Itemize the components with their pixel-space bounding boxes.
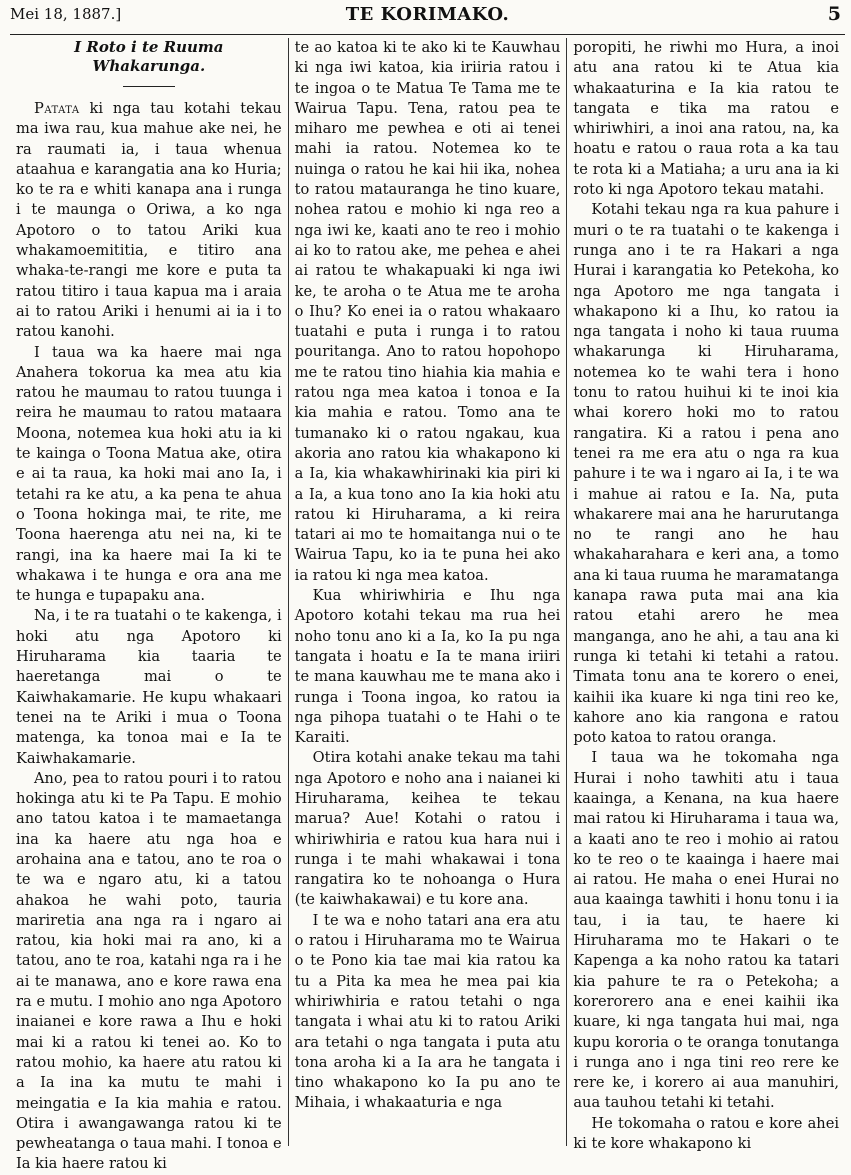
paragraph: I taua wa ka haere mai nga Anahera tokorua ka mea atu kia ratou he maumau to ratou tuunga i reira he maumau to ratou mataara Moona, notemea kua hoki atu ia ki te kainga o Toona Matua ake, otira e ai ta raua, ka hoki mai ano Ia, i tetahi ra ke atu, a ka pena te ahua o Toona hokinga mai, te rite, me Toona haerenga atu nei na, ki te rangi, ina ka haere mai Ia ki te whakawa i te hunga e ora ana me te hunga e tupapaku ana. xyxy=(16,343,282,605)
paragraph: I taua wa he tokomaha nga Hurai i noho tawhiti atu i taua kaainga, a Kenana, na kua haere mai ratou ki Hiruharama i taua wa, a kaati ano te reo i mohio ai ratou ko te reo o te kaainga i haere mai ai ratou. He maha o enei Hurai no aua kaainga tawhiti i honu tonu i ia tau, i ia tau, te haere ki Hiruharama mo te Hakari o te Kapenga a ka noho ratou ka tatari kia pahure te ra o Petekoha; a korerorero ana e enei kaihii ika kuare, ki nga tangata hui mai, nga kupu kororia o te oranga tonutanga i runga ano i nga tini reo rere ke rere ke, i korero ai aua manuhiri, aua tauhou tetahi ki tetahi. xyxy=(573,749,840,1112)
page-header xyxy=(10,0,845,35)
newspaper-title: TE KORIMAKO. xyxy=(345,4,510,25)
paragraph: Otira kotahi anake tekau ma tahi nga Apotoro e noho ana i naianei ki Hiruharama, keihea te tekau marua? Aue! Kotahi o ratou i whiriwhiria e ratou kua hara nui i runga i te mahi whakawai i tona rangatira ko te nohoanga o Hura (te kaiwhakawai) e tu kore ana. xyxy=(294,749,561,909)
column-2 xyxy=(288,38,567,1146)
issue-date: Mei 18, 1887.] xyxy=(10,5,122,23)
title-rule xyxy=(123,86,175,87)
paragraph: He tokomaha o ratou e kore ahei ki te kore whakapono ki xyxy=(573,1114,840,1153)
paragraph: Kotahi tekau nga ra kua pahure i muri o te ra tuatahi o te kakenga i runga ano i te ra Hakari a nga Hurai i karangatia ko Petekoha, ko nga Apotoro me nga tangata i whakapono ki a Ihu, ko ratou ia nga tangata i noho ki taua ruuma whakarunga ki Hiruharama, notemea ko te wahi tera i hono tonu to ratou huihui ki te inoi kia whai korero hoki mo to ratou rangatira. Ki a ratou i pena ano tenei ra me era atu o nga ra kua pahure i te wa i ngaro ai Ia, i te wa i mahue ai ratou e Ia. Na, puta whakarere mai ana he harurutanga no te rangi ano he hau whakaharahara e keri ana, a tomo ana ki taua ruuma he maramatanga kanapa rawa puta mai ana kia ratou etahi arero he mea manganga, ano he ahi, a tau ana ki runga ki tetahi ki tetahi a ratou. Timata tonu ana te korero o enei, kaihii ika kuare ki nga tini reo ke, kahore ano kia rangona e ratou poto katoa to ratou oranga. xyxy=(573,201,840,747)
paragraph: te ao katoa ki te ako ki te Kauwhau ki nga iwi katoa, kia iriiria ratou i te ingoa o te Matua Te Tama me te Wairua Tapu. Tena, ratou pea te miharo me pewhea e oti ai tenei mahi ia ratou. Notemea ko te nuinga o ratou he kai hii ika, nohea to ratou matauranga he tino kuare, nohea ratou e mohio ki nga reo a nga iwi ke, kaati ano te reo i mohio ai ko to ratou ake, me pehea e ahei ai ratou te whakapuaki ki nga iwi ke, te aroha o te Atua me te aroha o Ihu? Ko enei ia o ratou whakaaro tuatahi e puta i runga i to ratou pouritanga. Ano to ratou hopohopo me te ratou tino hiahia kia mahia e ratou nga mea katoa i tonoa e Ia kia mahia e ratou. Tomo ana te tumanako ki o ratou ngakau, kua akoria ano ratou kia whakapono ki a Ia, kia whakawhirinaki kia piri ki a Ia, a kua tono ano Ia kia hoki atu ratou ki Hiruharama, a ki reira tatari ai mo te homaitanga nui o te Wairua Tapu, ko ia te puna hei ako ia ratou ki nga mea katoa. xyxy=(294,39,561,584)
paragraph: I te wa e noho tatari ana era atu o ratou i Hiruharama mo te Wairua o te Pono kia tae mai kia ratou ka tu a Pita ka mea he mea pai kia whiriwhiria e ratou tetahi o nga tangata i whai atu ki to ratou Ariki ara tetahi o nga tangata i puta atu tona aroha ki a Ia ara he tangata i tino whakapono ko Ia pu ano te Mihaia, i whakaaturia e nga xyxy=(294,911,561,1112)
column-3 xyxy=(566,38,845,1153)
page-number: 5 xyxy=(827,3,841,25)
article-title: I Roto i te Ruuma Whakarunga. xyxy=(74,38,224,75)
paragraph: poropiti, he riwhi mo Hura, a inoi atu ana ratou ki te Atua kia whakaaturina e Ia kia ratou te tangata e tika ma ratou e whiriwhiri, a inoi ana ratou, na, ka hoatu e ratou o raua rota a ka tau te rota ki a Matiaha; a uru ana ia ki roto ki nga Apotoro tekau matahi. xyxy=(573,39,840,199)
column-1 xyxy=(10,38,288,1173)
paragraph-text: ki nga tau kotahi tekau ma iwa rau, kua mahue ake nei, he ra raumati ia, i taua whenua ataahua e karangatia ana ko Huria; ko te ra e whiti kanapa ana i runga i te maunga o Oriwa, a ko nga Apotoro o to tatou Ariki kua whakamoemititia, e titiro ana whaka-te-rangi me kore e puta ta ratou titiro i taua kapua ma i araia ai to ratou Ariki i henumi ai ia i to ratou kanohi. xyxy=(16,100,282,341)
paragraph: Kua whiriwhiria e Ihu nga Apotoro kotahi tekau ma rua hei noho tonu ano ki a Ia, ko Ia pu nga tangata i hoatu e Ia te mana iriiri te mana kauwhau me te mana ako i runga i Toona ingoa, ko ratou ia nga pihopa tuatahi o te Hahi o te Karaiti. xyxy=(294,587,561,747)
paragraph xyxy=(16,99,282,343)
paragraph: Ano, pea to ratou pouri i to ratou hokinga atu ki te Pa Tapu. E mohio ano tatou katoa i te mamaetanga ina ka haere atu nga hoa e arohaina ana e tatou, ano te roa o te wa e ngaro atu, ki a tatou ahakoa he wahi poto, tauria mariretia ana nga ra i ngaro ai ratou, kia hoki mai ra ano, ki a tatou, ano te roa, katahi nga ra i he ai te manawa, ano e kore rawa ena ra e mutu. I mohio ano nga Apotoro inaianei e kore rawa a Ihu e hoki mai ki a ratou ki tenei ao. Ko to ratou mohio, ka haere atu ratou ki a Ia ina ka mutu te mahi i meingatia e Ia kia mahia e ratou. Otira i awangawanga ratou ki te pewheatanga o taua mahi. I tonoa e Ia kia haere ratou ki xyxy=(16,769,282,1173)
drop-word: Patata xyxy=(34,100,80,117)
article-columns xyxy=(10,38,845,1173)
paragraph: Na, i te ra tuatahi o te kakenga, i hoki atu nga Apotoro ki Hiruharama kia taaria te haeretanga mai o te Kaiwhakamarie. He kupu whakaari tenei na te Ariki i mua o Toona matenga, ka tonoa mai e Ia te Kaiwhakamarie. xyxy=(16,607,282,767)
